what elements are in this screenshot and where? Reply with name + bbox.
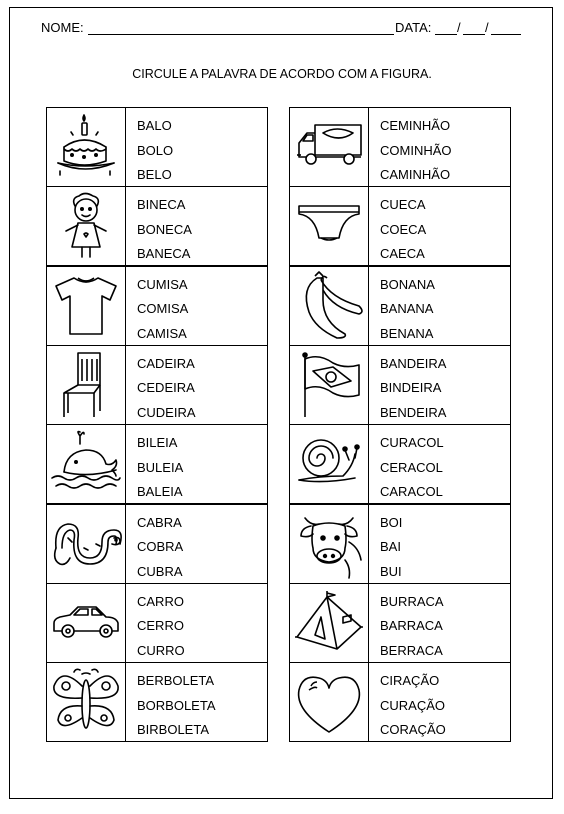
word-options [380, 193, 426, 267]
word-option[interactable]: BORBOLETA [137, 697, 216, 713]
butterfly-icon [47, 663, 126, 741]
word-option[interactable]: BANECA [137, 246, 191, 262]
exercise-card [289, 107, 511, 187]
word-options [137, 669, 216, 743]
word-option[interactable]: BANDEIRA [380, 355, 447, 371]
date-separator: / [485, 20, 489, 35]
whale-icon [47, 425, 126, 503]
word-options [137, 114, 173, 188]
shirt-icon [47, 267, 126, 345]
word-option[interactable]: BINDEIRA [380, 380, 442, 396]
word-option[interactable]: CUECA [380, 197, 426, 213]
word-option[interactable]: BIRBOLETA [137, 722, 210, 738]
word-option[interactable]: BALEIA [137, 484, 183, 500]
flag-icon [290, 346, 369, 424]
word-option[interactable]: CAMINHÃO [380, 167, 451, 182]
word-option[interactable]: CARRO [137, 593, 184, 609]
word-options [380, 114, 452, 188]
word-option[interactable]: CUDEIRA [137, 404, 196, 420]
exercise-card [289, 186, 511, 266]
exercise-card [46, 662, 268, 742]
word-option[interactable]: CUMISA [137, 276, 188, 292]
ox-icon [290, 505, 369, 583]
word-option[interactable]: BOI [380, 514, 403, 530]
word-option[interactable]: BAI [380, 539, 401, 554]
word-option[interactable]: BENDEIRA [380, 404, 447, 420]
word-option[interactable]: BALO [137, 118, 172, 133]
word-options [137, 511, 183, 585]
word-option[interactable]: CIRAÇÃO [380, 673, 440, 689]
cake-icon [47, 108, 126, 186]
word-options [380, 352, 446, 426]
word-option[interactable]: BANANA [380, 301, 434, 317]
date-label: DATA: [395, 20, 432, 35]
word-option[interactable]: CURACOL [380, 435, 444, 451]
word-option[interactable]: BULEIA [137, 459, 184, 475]
word-option[interactable]: BOLO [137, 142, 174, 158]
exercise-card [289, 266, 511, 346]
word-option[interactable]: BILEIA [137, 435, 178, 451]
date-year-blank[interactable] [491, 34, 521, 35]
word-option[interactable]: BONECA [137, 221, 192, 237]
banana-icon [290, 267, 369, 345]
word-option[interactable]: COBRA [137, 539, 184, 554]
word-option[interactable]: COECA [380, 221, 427, 237]
word-option[interactable]: CEDEIRA [137, 380, 195, 396]
doll-icon [47, 187, 126, 265]
word-option[interactable]: CAMISA [137, 325, 187, 341]
word-option[interactable]: CUBRA [137, 563, 183, 579]
word-option[interactable]: BERBOLETA [137, 673, 215, 689]
date-month-blank[interactable] [463, 34, 485, 35]
word-option[interactable]: CURRO [137, 642, 185, 658]
word-option[interactable]: COMINHÃO [380, 142, 452, 158]
underwear-icon [290, 187, 369, 265]
exercise-card [289, 504, 511, 584]
word-options [137, 431, 183, 505]
exercise-card [289, 424, 511, 504]
heart-icon [290, 663, 369, 741]
exercise-card [46, 504, 268, 584]
exercise-card [289, 345, 511, 425]
word-option[interactable]: CABRA [137, 514, 182, 530]
word-options [380, 511, 402, 585]
word-option[interactable]: CERRO [137, 618, 184, 634]
word-option[interactable]: BURRACA [380, 593, 444, 609]
word-options [137, 352, 196, 426]
word-option[interactable]: BONANA [380, 276, 435, 292]
date-day-blank[interactable] [435, 34, 457, 35]
chair-icon [47, 346, 126, 424]
date-separator: / [457, 20, 461, 35]
name-line[interactable] [88, 34, 394, 35]
word-options [380, 431, 444, 505]
word-options [380, 669, 446, 743]
exercise-card [46, 583, 268, 663]
exercise-card [46, 107, 268, 187]
word-option[interactable]: CEMINHÃO [380, 118, 451, 133]
word-option[interactable]: BUI [380, 563, 402, 579]
name-label: NOME: [41, 20, 84, 35]
instruction: CIRCULE A PALAVRA DE ACORDO COM A FIGURA. [132, 67, 432, 81]
tent-icon [290, 584, 369, 662]
word-option[interactable]: COMISA [137, 301, 189, 317]
word-option[interactable]: BERRACA [380, 642, 443, 658]
exercise-card [289, 662, 511, 742]
word-option[interactable]: CERACOL [380, 459, 443, 475]
word-option[interactable]: CAECA [380, 246, 425, 262]
word-options [137, 193, 192, 267]
word-option[interactable]: BINECA [137, 197, 186, 213]
word-option[interactable]: BENANA [380, 325, 434, 341]
word-option[interactable]: BELO [137, 167, 172, 182]
exercise-card [46, 345, 268, 425]
word-options [380, 273, 435, 347]
exercise-card [46, 424, 268, 504]
word-options [137, 590, 185, 664]
word-option[interactable]: BARRACA [380, 618, 443, 634]
word-options [380, 590, 444, 664]
exercise-card [289, 583, 511, 663]
word-option[interactable]: CURAÇÃO [380, 697, 446, 713]
word-option[interactable]: CORAÇÃO [380, 722, 446, 738]
truck-icon [290, 108, 369, 186]
word-options [137, 273, 188, 347]
exercise-card [46, 186, 268, 266]
exercise-card [46, 266, 268, 346]
snail-icon [290, 425, 369, 503]
snake-icon [47, 505, 126, 583]
word-option[interactable]: CADEIRA [137, 355, 195, 371]
car-icon [47, 584, 126, 662]
word-option[interactable]: CARACOL [380, 484, 443, 500]
